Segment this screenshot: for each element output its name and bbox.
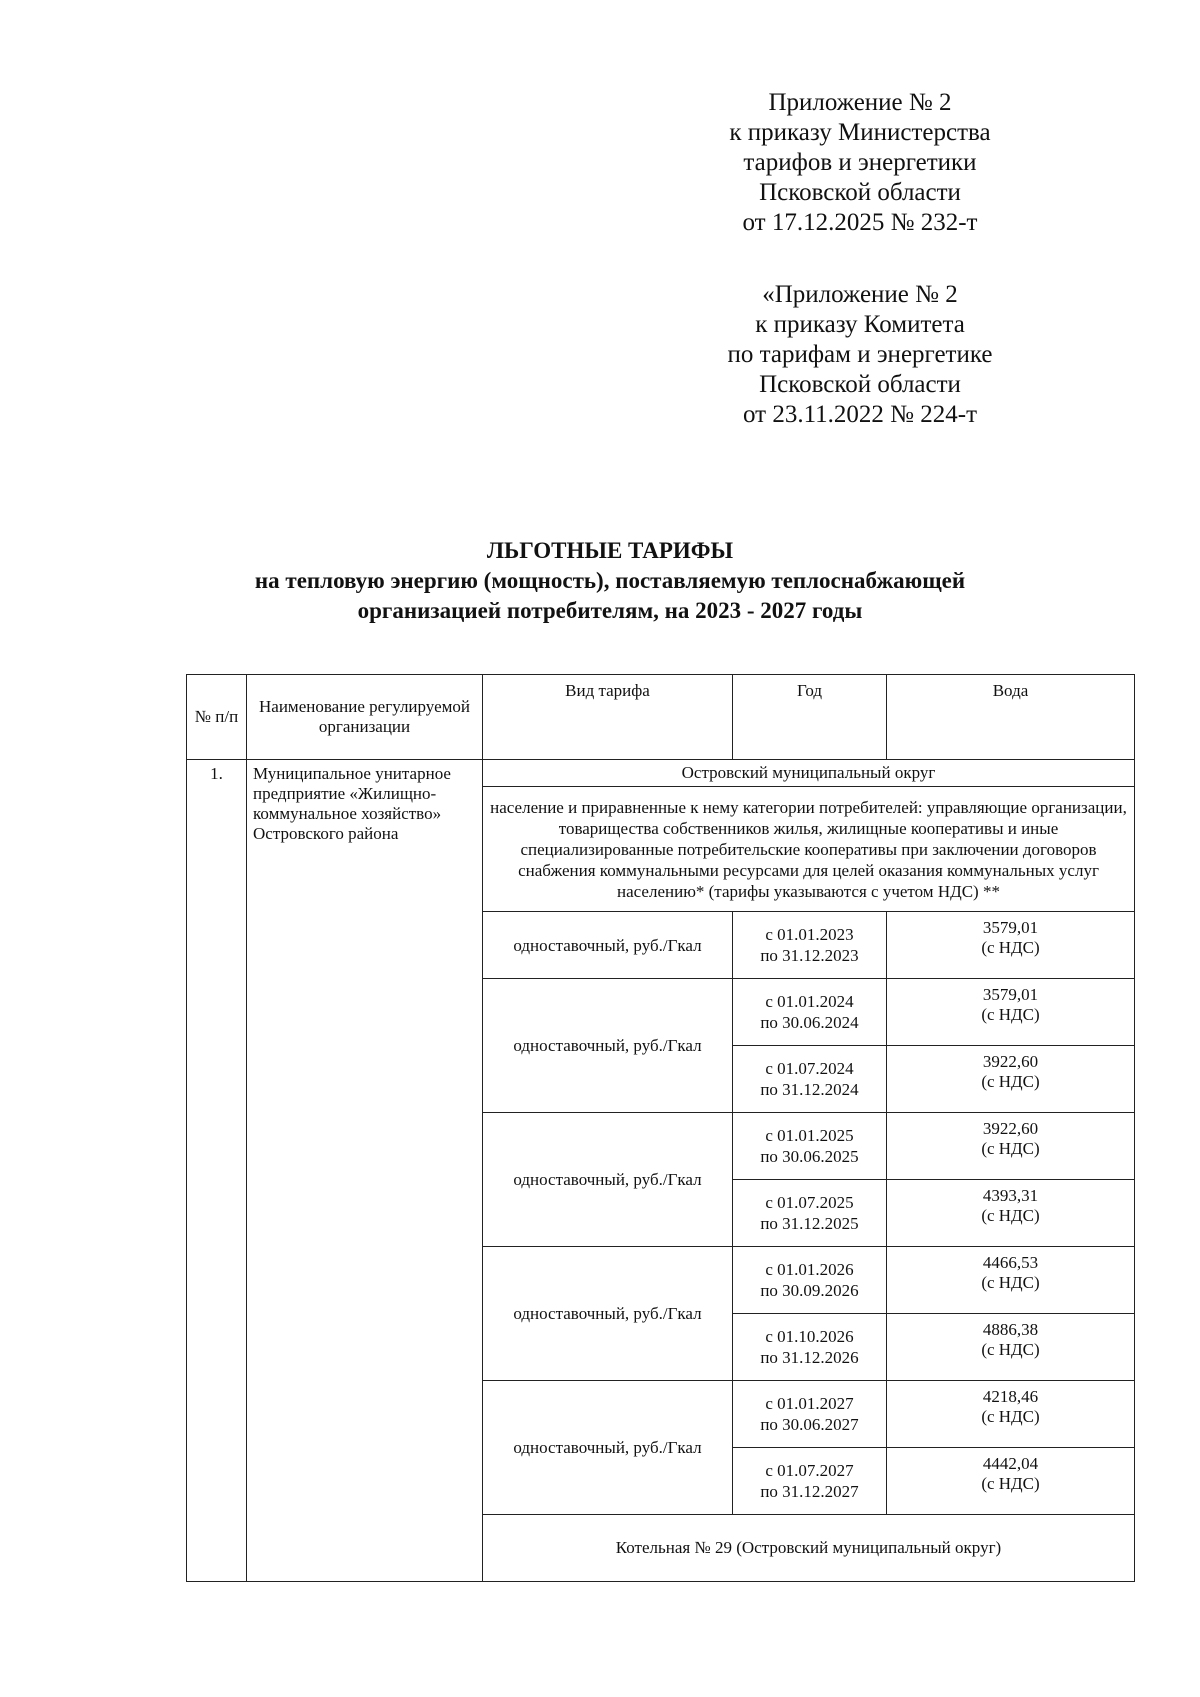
title-line-1: ЛЬГОТНЫЕ ТАРИФЫ	[486, 538, 734, 563]
period-to: по 31.12.2024	[760, 1080, 859, 1099]
organization-name: Муниципальное унитарное предприятие «Жилищно-коммунальное хозяйство» Островского района	[247, 760, 483, 1582]
period-cell	[733, 1046, 887, 1113]
title-line-3: организацией потребителям, на 2023 - 2027 годы	[357, 598, 863, 623]
tariff-type-cell: одноставочный, руб./Гкал	[483, 1113, 733, 1247]
period-to: по 31.12.2023	[760, 946, 859, 965]
tariff-type-cell: одноставочный, руб./Гкал	[483, 912, 733, 979]
header-org: Наименование регулируемой организации	[247, 675, 483, 760]
water-value-cell	[887, 1448, 1135, 1515]
header-year: Год	[733, 675, 887, 760]
tariff-table	[186, 674, 1135, 1582]
period-from: с 01.01.2026	[765, 1260, 854, 1279]
water-value-cell	[887, 1247, 1135, 1314]
consumer-category: население и приравненные к нему категории потребителей: управляющие организации, товарищества собственников жилья, жилищные кооперативы и иные специализированные потребительские кооперативы при заключении договоров снабжения коммунальными ресурсами для целей оказания коммунальных услуг населению* (тарифы указываются с учетом НДС) **	[483, 787, 1135, 912]
tariff-value: 4393,31	[982, 1186, 1039, 1205]
appendix-line: «Приложение № 2	[762, 281, 958, 308]
vat-note: (с НДС)	[981, 938, 1040, 957]
appendix-line: к приказу Министерства	[729, 119, 991, 146]
period-to: по 30.06.2024	[760, 1013, 859, 1032]
tariff-type-cell: одноставочный, руб./Гкал	[483, 979, 733, 1113]
appendix-line: Приложение № 2	[768, 89, 952, 116]
water-value-cell	[887, 1113, 1135, 1180]
period-cell	[733, 1448, 887, 1515]
vat-note: (с НДС)	[981, 1273, 1040, 1292]
tariff-value: 4466,53	[982, 1253, 1039, 1272]
water-value-cell	[887, 1314, 1135, 1381]
title-line-2: на тепловую энергию (мощность), поставляемую теплоснабжающей	[254, 568, 966, 593]
period-to: по 30.06.2027	[760, 1415, 859, 1434]
vat-note: (с НДС)	[981, 1407, 1040, 1426]
appendix-line: от 17.12.2025 № 232-т	[742, 209, 978, 236]
period-from: с 01.01.2024	[765, 992, 854, 1011]
tariff-value: 4886,38	[982, 1320, 1039, 1339]
period-from: с 01.01.2027	[765, 1394, 854, 1413]
period-from: с 01.07.2025	[765, 1193, 854, 1212]
period-from: с 01.07.2024	[765, 1059, 854, 1078]
period-cell	[733, 1113, 887, 1180]
vat-note: (с НДС)	[981, 1139, 1040, 1158]
appendix-current-block	[700, 88, 1020, 238]
tariff-type-cell: одноставочный, руб./Гкал	[483, 1247, 733, 1381]
period-to: по 31.12.2026	[760, 1348, 859, 1367]
period-cell	[733, 1314, 887, 1381]
appendix-original-block	[700, 280, 1020, 430]
tariff-value: 3922,60	[982, 1052, 1039, 1071]
period-cell	[733, 979, 887, 1046]
appendix-line: Псковской области	[759, 371, 961, 398]
tariff-value: 3579,01	[982, 985, 1039, 1004]
appendix-line: к приказу Комитета	[755, 311, 965, 338]
water-value-cell	[887, 979, 1135, 1046]
period-cell	[733, 912, 887, 979]
vat-note: (с НДС)	[981, 1474, 1040, 1493]
period-to: по 30.06.2025	[760, 1147, 859, 1166]
period-cell	[733, 1381, 887, 1448]
period-from: с 01.07.2027	[765, 1461, 854, 1480]
water-value-cell	[887, 912, 1135, 979]
tariff-value: 4442,04	[982, 1454, 1039, 1473]
vat-note: (с НДС)	[981, 1340, 1040, 1359]
table-row	[187, 760, 1135, 787]
appendix-line: Псковской области	[759, 179, 961, 206]
water-value-cell	[887, 1046, 1135, 1113]
period-from: с 01.10.2026	[765, 1327, 854, 1346]
period-cell	[733, 1180, 887, 1247]
appendix-line: от 23.11.2022 № 224-т	[742, 401, 978, 428]
appendix-line: по тарифам и энергетике	[727, 341, 993, 368]
document-title	[150, 536, 1070, 626]
tariff-value: 4218,46	[982, 1387, 1039, 1406]
table-header-row	[187, 675, 1135, 760]
row-number: 1.	[187, 760, 247, 1582]
vat-note: (с НДС)	[981, 1072, 1040, 1091]
period-to: по 31.12.2025	[760, 1214, 859, 1233]
boiler-house-name: Котельная № 29 (Островский муниципальный округ)	[483, 1515, 1135, 1582]
tariff-value: 3922,60	[982, 1119, 1039, 1138]
tariff-value: 3579,01	[982, 918, 1039, 937]
period-to: по 31.12.2027	[760, 1482, 859, 1501]
period-from: с 01.01.2023	[765, 925, 854, 944]
period-cell	[733, 1247, 887, 1314]
appendix-line: тарифов и энергетики	[743, 149, 977, 176]
water-value-cell	[887, 1381, 1135, 1448]
water-value-cell	[887, 1180, 1135, 1247]
header-num: № п/п	[187, 675, 247, 760]
period-from: с 01.01.2025	[765, 1126, 854, 1145]
tariff-type-cell: одноставочный, руб./Гкал	[483, 1381, 733, 1515]
period-to: по 30.09.2026	[760, 1281, 859, 1300]
district-name: Островский муниципальный округ	[483, 760, 1135, 787]
vat-note: (с НДС)	[981, 1005, 1040, 1024]
header-water: Вода	[887, 675, 1135, 760]
vat-note: (с НДС)	[981, 1206, 1040, 1225]
header-tariff-type: Вид тарифа	[483, 675, 733, 760]
